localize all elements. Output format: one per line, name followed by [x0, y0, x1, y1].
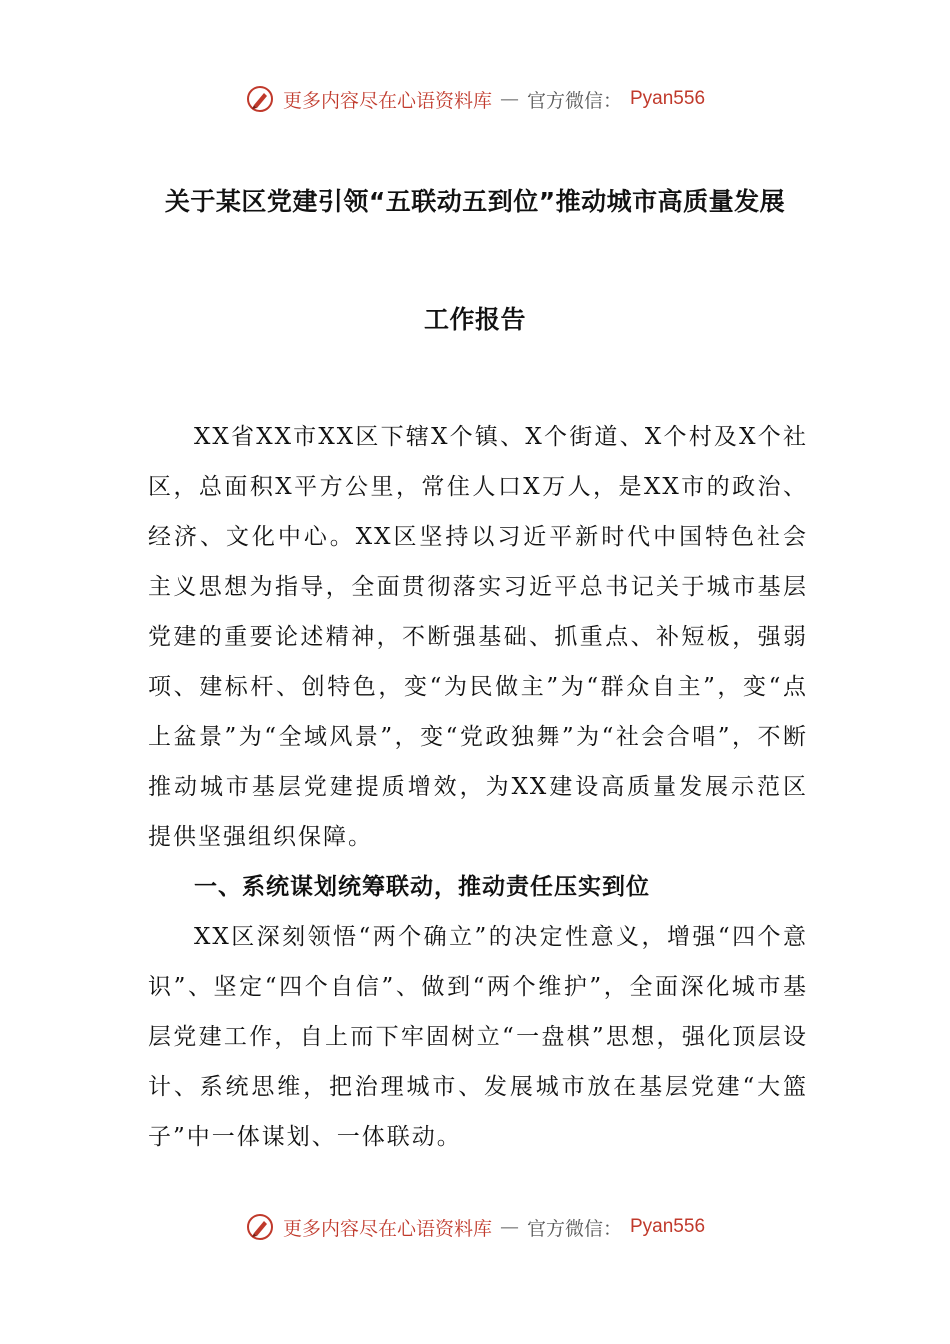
section-paragraph: XX区深刻领悟“两个确立”的决定性意义，增强“四个意识”、坚定“四个自信”、做到“两个维护”，全面深化城市基层党建工作，自上而下牢固树立“一盘棋”思想，强化顶层设计、系统思维，把治理城市、发展城市放在基层党建“大篮子”中一体谋划、一体联动。 [148, 924, 808, 1150]
watermark-main-text: 更多内容尽在心语资料库 [282, 1217, 492, 1240]
pen-logo-icon [245, 84, 275, 114]
watermark-wechat-id: Pyan556 [630, 1216, 706, 1237]
watermark-footer [0, 1212, 950, 1242]
document-subtitle: 工作报告 [423, 305, 526, 334]
section-heading: 一、系统谋划统筹联动，推动责任压实到位 [194, 874, 650, 900]
watermark-wechat-label: 官方微信： [526, 1217, 622, 1240]
watermark-main-text: 更多内容尽在心语资料库 [282, 89, 492, 112]
intro-paragraph: XX省XX市XX区下辖X个镇、X个街道、X个村及X个社区，总面积X平方公里，常住人口X万人，是XX市的政治、经济、文化中心。XX区坚持以习近平新时代中国特色社会主义思想为指导，全面贯彻落实习近平总书记关于城市基层党建的重要论述精神，不断强基础、抓重点、补短板，强弱项、建标杆、创特色，变“为民做主”为“群众自主”，变“点上盆景”为“全域风景”，变“党政独舞”为“社会合唱”，不断推动城市基层党建提质增效，为XX建设高质量发展示范区提供坚强组织保障。 [148, 424, 808, 850]
watermark-dash: — [499, 88, 519, 110]
watermark-dash: — [499, 1216, 519, 1238]
watermark-header [0, 84, 950, 114]
watermark-wechat-id: Pyan556 [630, 88, 706, 109]
document-body [148, 412, 808, 1162]
watermark-wechat-label: 官方微信： [526, 89, 622, 112]
pen-logo-icon [245, 1212, 275, 1242]
document-title: 关于某区党建引领“五联动五到位”推动城市高质量发展 [164, 187, 786, 216]
